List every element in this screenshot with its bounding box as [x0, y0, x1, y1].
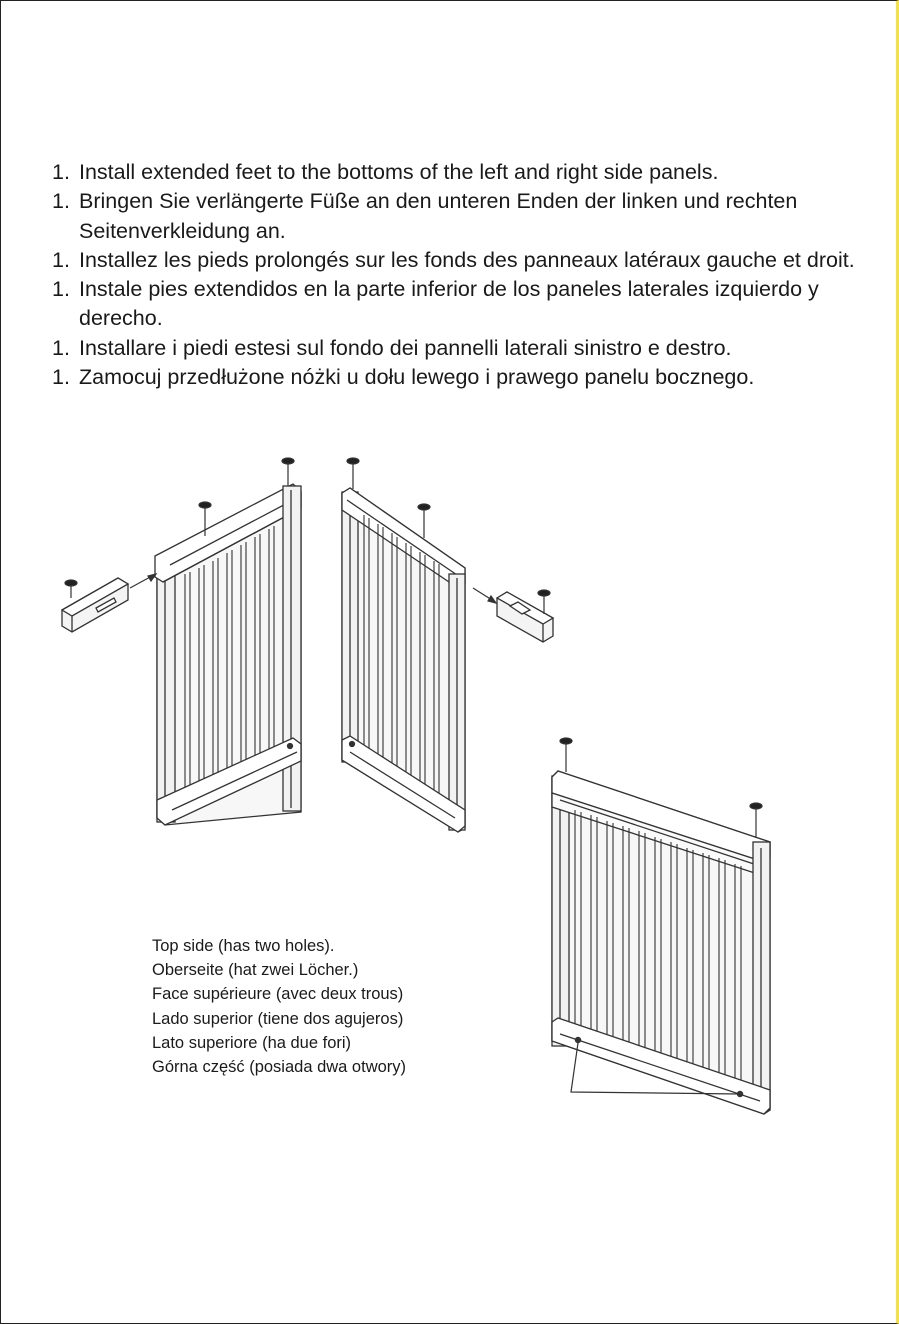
caption-line: Lado superior (tiene dos agujeros)	[152, 1009, 404, 1028]
caption-line: Górna część (posiada dwa otwory)	[152, 1058, 407, 1077]
right-side-panel	[342, 488, 465, 832]
step-number: 1.	[52, 365, 70, 390]
screw-icon	[418, 504, 430, 538]
top-side-caption	[152, 934, 406, 1079]
step-number: 1.	[52, 189, 70, 214]
caption-line: Oberseite (hat zwei Löcher.)	[152, 961, 359, 980]
screw-icon	[750, 803, 762, 838]
caption-line: Top side (has two holes).	[152, 937, 335, 955]
instruction-text: Zamocuj przedłużone nóżki u dołu lewego i prawego panelu bocznego.	[79, 365, 755, 390]
caption-line: Face supérieure (avec deux trous)	[152, 985, 404, 1004]
instruction-text: Instale pies extendidos en la parte inferior de los paneles laterales izquierdo y derecho.	[79, 277, 819, 331]
step-number: 1.	[52, 277, 70, 302]
screw-icon	[347, 458, 359, 489]
detail-panel	[552, 771, 770, 1114]
left-side-panel	[155, 484, 301, 825]
step-number: 1.	[52, 247, 70, 272]
screw-icon	[282, 458, 294, 486]
step-number: 1.	[52, 335, 70, 360]
instruction-text: Install extended feet to the bottoms of the left and right side panels.	[79, 160, 719, 184]
instruction-text: Installez les pieds prolongés sur les fonds des panneaux latéraux gauche et droit.	[79, 247, 855, 272]
instruction-text: Installare i piedi estesi sul fondo dei pannelli laterali sinistro e destro.	[79, 335, 732, 360]
screw-icon	[65, 580, 77, 598]
screw-icon	[560, 738, 572, 772]
instruction-text: Bringen Sie verlängerte Füße an den unteren Enden der linken und rechten Seitenverkleidung an.	[79, 189, 798, 243]
step-number: 1.	[52, 160, 70, 184]
caption-line: Lato superiore (ha due fori)	[152, 1033, 352, 1052]
